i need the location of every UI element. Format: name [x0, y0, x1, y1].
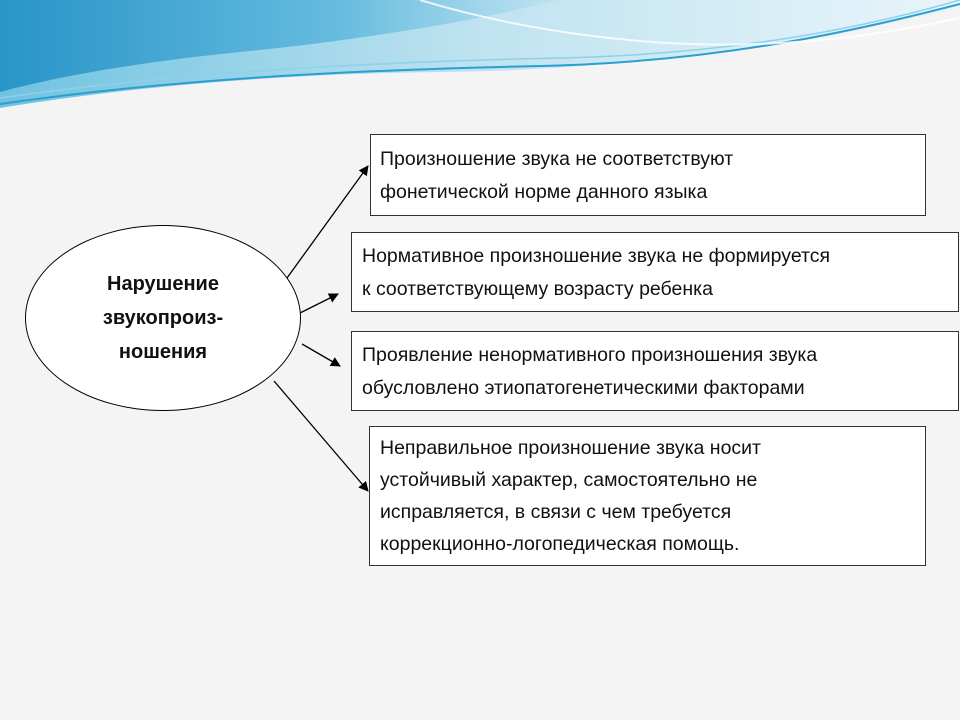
central-concept-label	[63, 267, 263, 369]
box-2-line-2: к соответствующему возрасту ребенка	[362, 278, 713, 300]
box-4-line-2: устойчивый характер, самостоятельно не	[380, 469, 758, 491]
box-4-line-4: коррекционно-логопедическая помощь.	[380, 533, 740, 555]
box-4-line-3: исправляется, в связи с чем требуется	[380, 501, 732, 523]
definition-box-2	[351, 232, 959, 312]
arrow-to-box-3	[302, 344, 340, 366]
box-3-line-1: Проявление ненормативного произношения звука	[362, 344, 818, 366]
definition-box-3	[351, 331, 959, 411]
arrow-to-box-2	[300, 294, 338, 313]
central-concept-line-3: ношения	[118, 341, 208, 363]
box-2-line-1: Нормативное произношение звука не формируется	[362, 245, 831, 267]
box-1-line-1: Произношение звука не соответствуют	[380, 148, 734, 170]
box-3-line-2: обусловлено этиопатогенетическими факторами	[362, 377, 805, 399]
box-1-line-2: фонетической норме данного языка	[380, 181, 708, 203]
box-4-line-1: Неправильное произношение звука носит	[380, 437, 761, 459]
central-concept-line-2: звукопроиз-	[102, 307, 224, 329]
definition-box-1	[370, 134, 926, 216]
central-concept-ellipse	[25, 225, 301, 411]
definition-box-4	[369, 426, 926, 566]
central-concept-line-1: Нарушение	[107, 273, 219, 295]
